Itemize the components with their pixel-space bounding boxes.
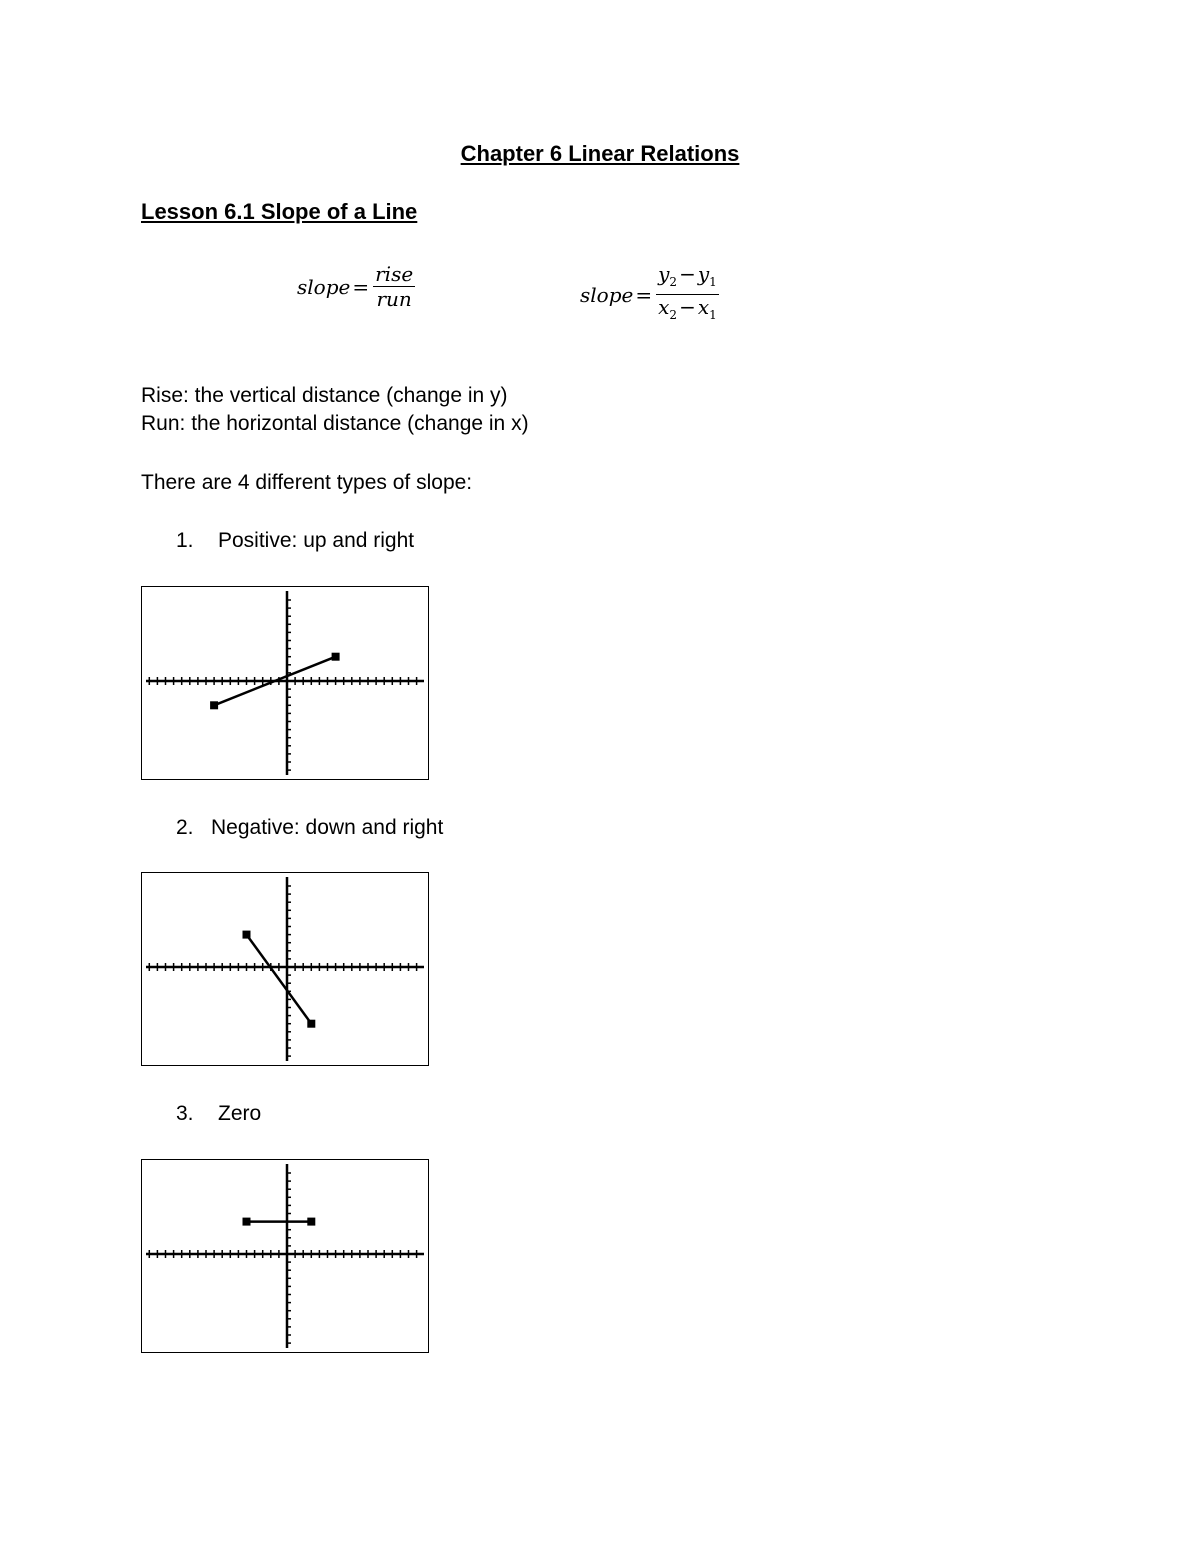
zero-slope-graph	[141, 1159, 429, 1353]
y2-subscript: 2	[669, 275, 678, 289]
start-point	[243, 1218, 251, 1226]
y2-var: y	[658, 262, 670, 286]
negative-slope-graph	[141, 872, 429, 1066]
slope-coordinate-formula	[580, 262, 719, 327]
end-point	[307, 1020, 315, 1028]
fraction-numerator: rise	[375, 262, 414, 286]
positive-slope-graph	[141, 586, 429, 780]
formula-lhs: slope	[580, 282, 634, 307]
list-label: Negative: down and right	[211, 816, 444, 839]
x1-var: x	[697, 295, 710, 319]
formula-equals: =	[635, 282, 653, 307]
slope-types-intro: There are 4 different types of slope:	[141, 471, 473, 494]
fraction-denominator: run	[376, 287, 412, 311]
x1-subscript: 1	[709, 308, 717, 322]
start-point	[243, 931, 251, 939]
list-item-zero	[176, 1100, 261, 1128]
end-point	[332, 653, 340, 661]
list-number: 1.	[176, 529, 194, 552]
negative-line	[247, 935, 312, 1024]
list-item-negative	[176, 814, 443, 842]
positive-slope-plot	[142, 587, 428, 779]
y1-var: y	[697, 262, 710, 286]
fraction-numerator	[656, 262, 719, 295]
end-point	[307, 1218, 315, 1226]
rise-run-fraction	[373, 262, 415, 311]
slope-rise-run-formula	[297, 262, 415, 311]
list-number: 3.	[176, 1102, 194, 1125]
list-item-positive	[176, 527, 414, 555]
x2-subscript: 2	[669, 308, 678, 322]
negative-slope-plot	[142, 873, 428, 1065]
rise-definition: Rise: the vertical distance (change in y)	[141, 384, 508, 407]
y1-subscript: 1	[709, 275, 717, 289]
formula-lhs: slope	[297, 274, 351, 299]
zero-slope-plot	[142, 1160, 428, 1352]
x2-var: x	[658, 295, 670, 319]
fraction-denominator	[656, 295, 719, 327]
chapter-title: Chapter 6 Linear Relations	[460, 141, 740, 166]
coordinate-fraction	[656, 262, 719, 327]
formula-equals: =	[352, 274, 370, 299]
list-number: 2.	[176, 816, 194, 839]
minus-sign: −	[679, 262, 696, 286]
lesson-title: Lesson 6.1 Slope of a Line	[141, 199, 418, 224]
run-definition: Run: the horizontal distance (change in x)	[141, 412, 529, 435]
list-label: Positive: up and right	[218, 529, 415, 552]
minus-sign: −	[679, 295, 696, 319]
list-label: Zero	[218, 1102, 262, 1125]
start-point	[210, 701, 218, 709]
